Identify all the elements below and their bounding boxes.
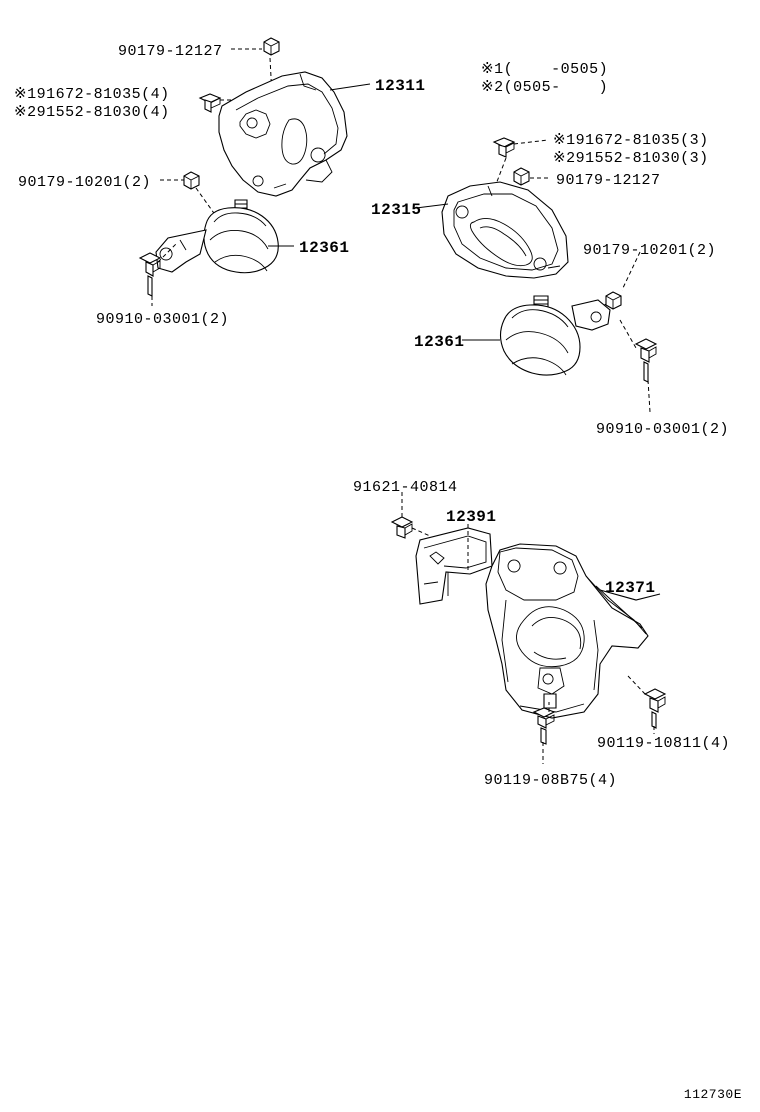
label-12361-right: 12361 <box>414 333 465 351</box>
label-12311: 12311 <box>375 77 426 95</box>
part-bolt-90119-10811 <box>645 689 665 728</box>
label-note-2: ※2(0505- ) <box>481 79 609 96</box>
part-bolt-90119-08B75 <box>534 708 554 744</box>
part-bracket-12311 <box>219 72 347 196</box>
part-mount-12371 <box>486 544 648 718</box>
label-91552-81030-3: ※291552-81030(3) <box>553 150 709 167</box>
label-90179-10201-2-right: 90179-10201(2) <box>583 242 717 259</box>
label-91672-81035-4: ※191672-81035(4) <box>14 86 170 103</box>
label-91672-81035-3: ※191672-81035(3) <box>553 132 709 149</box>
label-90179-10201-2-left: 90179-10201(2) <box>18 174 152 191</box>
part-nut-90179-12127-right <box>514 168 529 185</box>
part-bolt-90910-03001-left <box>140 253 160 296</box>
label-90119-10811-4: 90119-10811(4) <box>597 735 731 752</box>
part-nut-90179-10201-left <box>184 172 199 189</box>
label-12391: 12391 <box>446 508 497 526</box>
part-bracket-12315 <box>442 182 568 278</box>
part-insulator-12361-left <box>156 200 278 273</box>
part-bolt-91672-81035-right <box>494 138 514 157</box>
diagram-code: 112730E <box>683 1087 742 1102</box>
part-bolt-90910-03001-right <box>636 339 656 382</box>
part-insulator-12361-right <box>501 296 611 375</box>
label-note-1: ※1( -0505) <box>481 61 609 78</box>
label-91552-81030-4: ※291552-81030(4) <box>14 104 170 121</box>
part-nut-90179-12127-left <box>264 38 279 55</box>
label-90179-12127-left: 90179-12127 <box>118 43 223 60</box>
label-90179-12127-right: 90179-12127 <box>556 172 661 189</box>
label-12315: 12315 <box>371 201 422 219</box>
label-90119-08B75-4: 90119-08B75(4) <box>484 772 618 789</box>
label-12361-left: 12361 <box>299 239 350 257</box>
part-bracket-12391 <box>416 528 492 604</box>
label-91621-40814: 91621-40814 <box>353 479 458 496</box>
label-12371: 12371 <box>605 579 656 597</box>
part-bolt-91621-40814 <box>392 517 412 538</box>
label-90910-03001-2-right: 90910-03001(2) <box>596 421 730 438</box>
part-nut-90179-10201-right <box>606 292 621 309</box>
label-90910-03001-2-left: 90910-03001(2) <box>96 311 230 328</box>
